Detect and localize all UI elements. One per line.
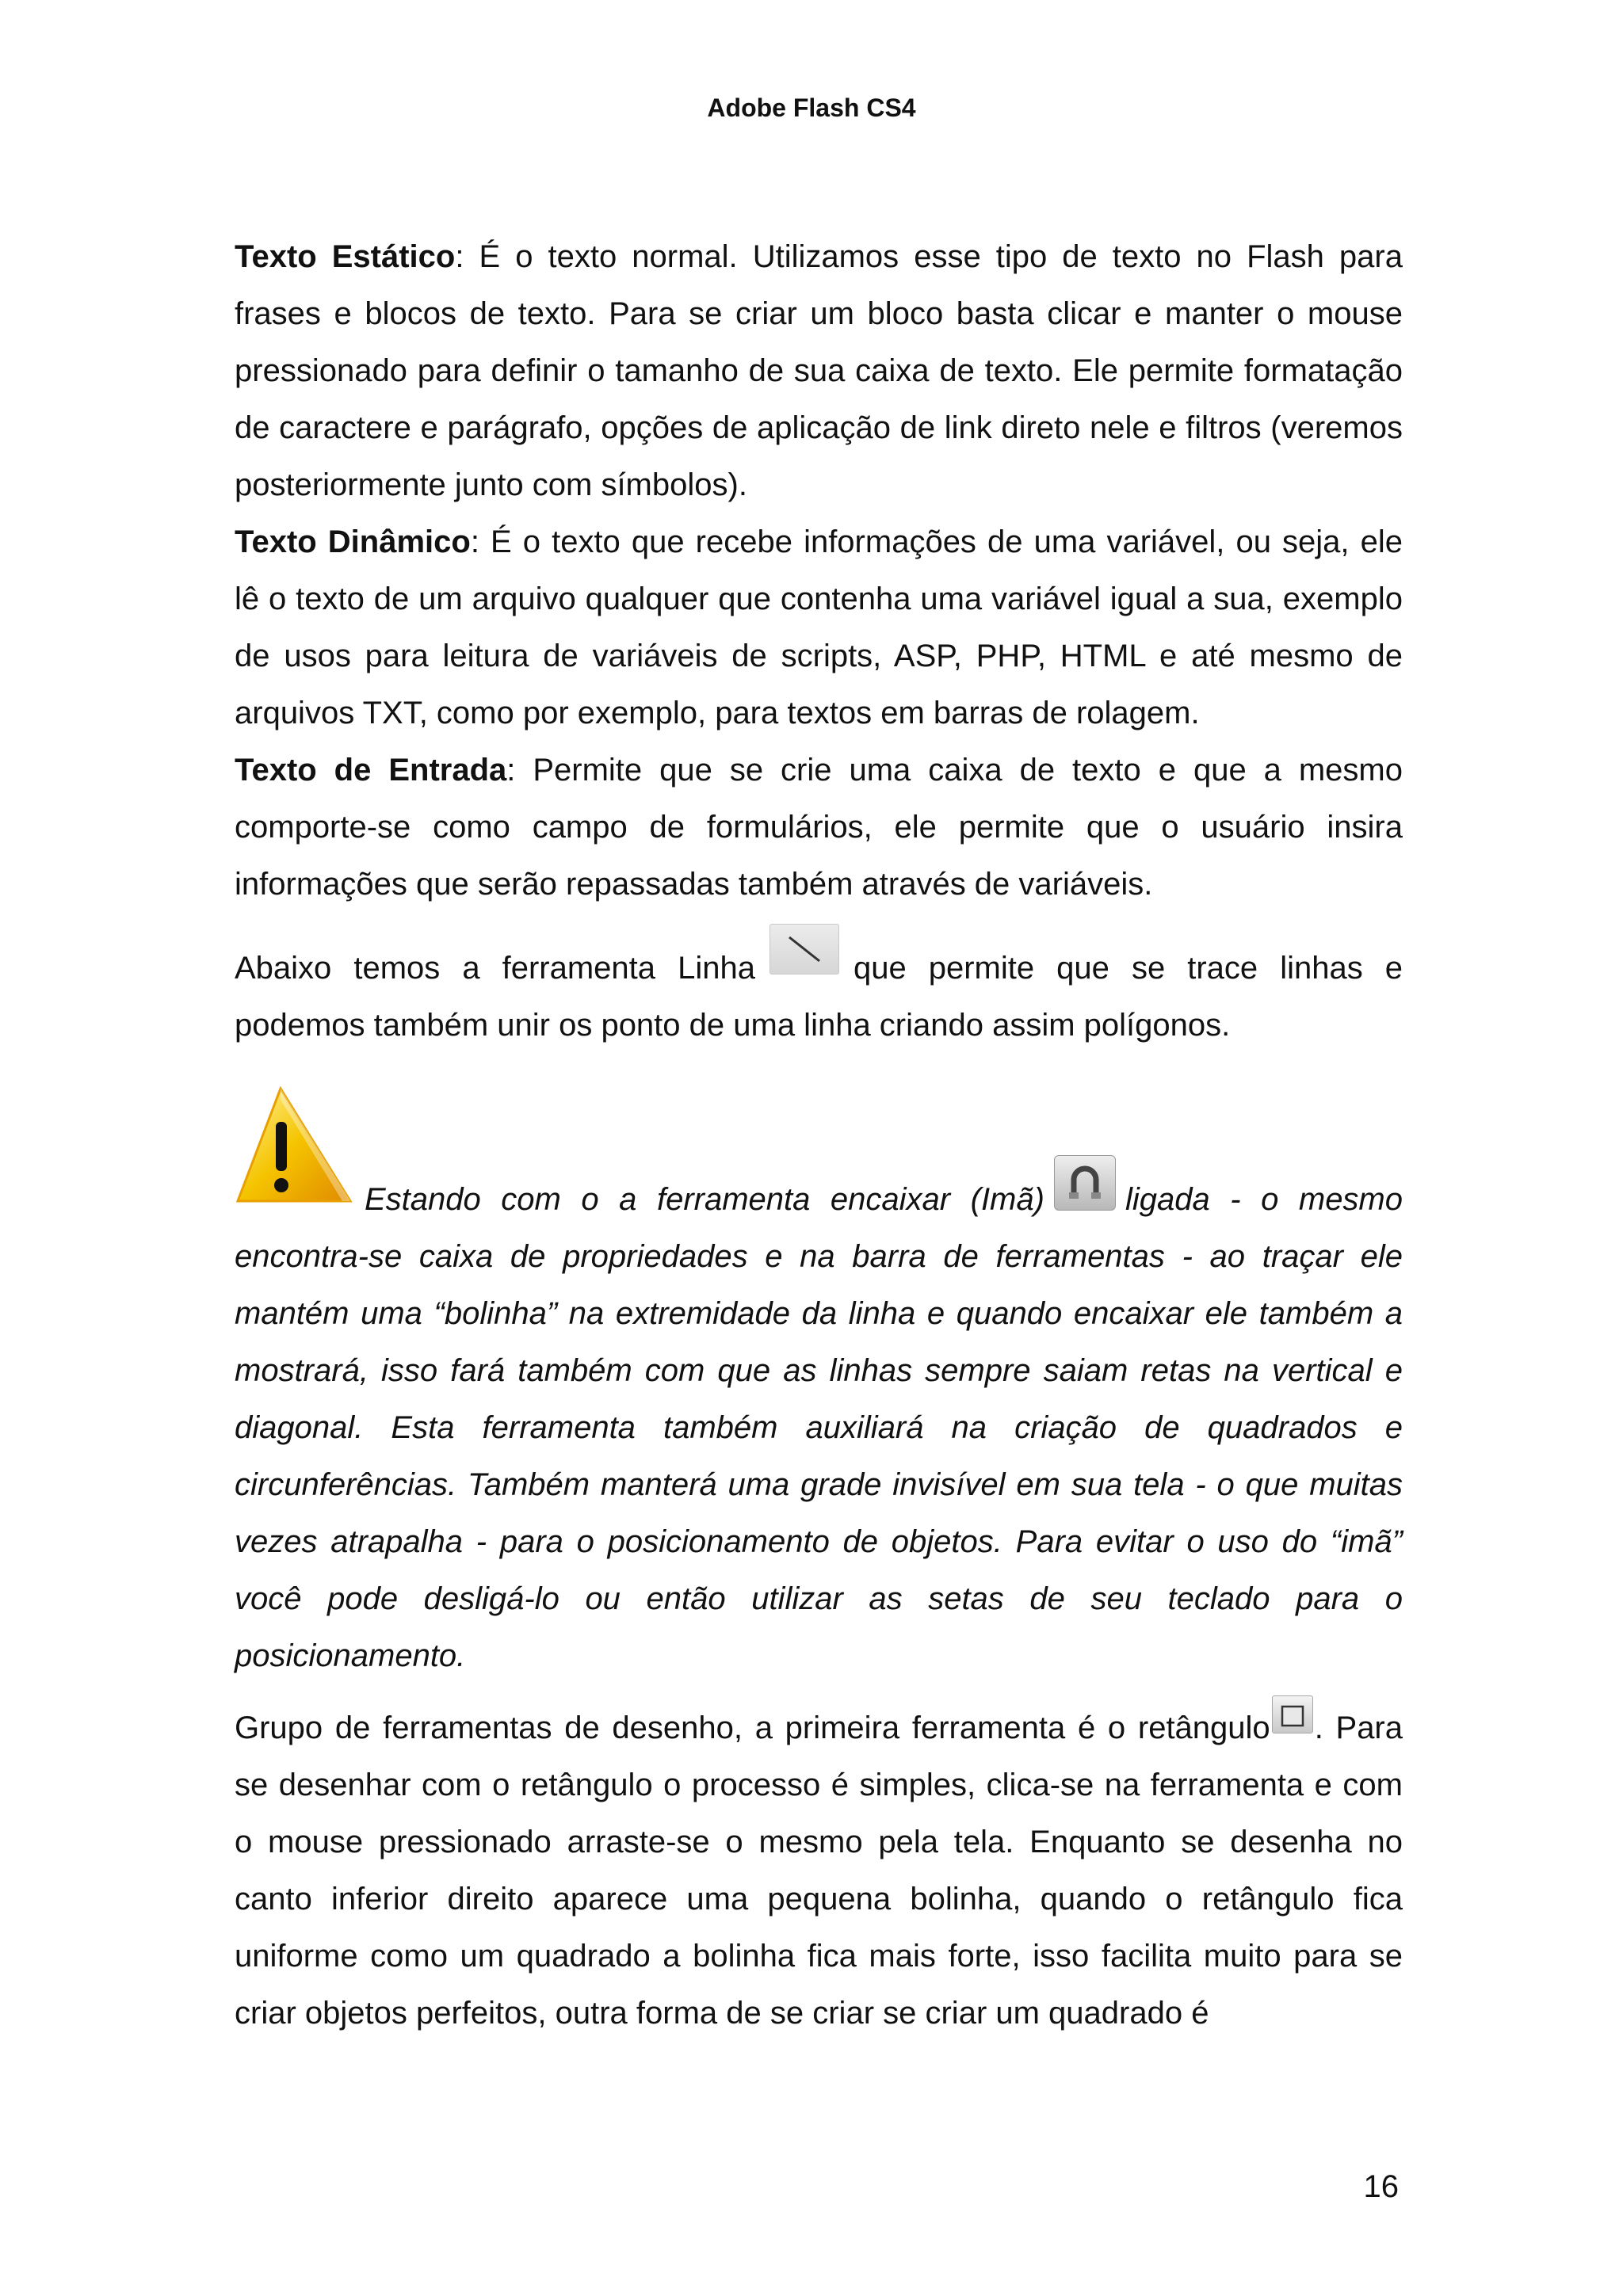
- term-input-text: Texto de Entrada: [235, 753, 507, 788]
- magnet-snap-icon: [1054, 1155, 1116, 1211]
- paragraph-line-tool: [235, 924, 1403, 1054]
- document-body: [235, 228, 1403, 2042]
- warning-spacer: [235, 1085, 1403, 1155]
- paragraph-warning-magnet: [235, 1085, 1403, 1684]
- paragraph-static-text: [235, 228, 1403, 513]
- line-tool-text-before: Abaixo temos a ferramenta Linha: [235, 951, 755, 986]
- dynamic-text-description: : É o texto que recebe informações de uma variável, ou seja, ele lê o texto de um arquivo qualquer que contenha uma variável igual a sua, exemplo de usos para leitura de variáveis de scripts, ASP, PHP, HTML e até mesmo de arquivos TXT, como por exemplo, para textos em barras de rolagem.: [235, 524, 1403, 730]
- paragraph-dynamic-text: [235, 513, 1403, 742]
- line-tool-icon: [769, 924, 839, 974]
- page-number: 16: [1363, 2169, 1399, 2204]
- warning-triangle-icon: [235, 1085, 353, 1206]
- page-header: Adobe Flash CS4: [707, 93, 916, 122]
- term-static-text: Texto Estático: [235, 239, 456, 274]
- paragraph-input-text: [235, 742, 1403, 913]
- input-text-description: : Permite que se crie uma caixa de texto e que a mesmo comporte-se como campo de formulários, ele permite que o usuário insira informações que serão repassadas também através de variáveis.: [235, 753, 1403, 902]
- rectangle-tool-icon: [1272, 1695, 1313, 1733]
- paragraph-rectangle-tool: [235, 1695, 1403, 2042]
- static-text-description: : É o texto normal. Utilizamos esse tipo de texto no Flash para frases e blocos de texto. Para se criar um bloco basta clicar e manter o mouse pressionado para definir o tamanho de sua caixa de texto. Ele permite formatação de caractere e parágrafo, opções de aplicação de link direto nele e filtros (veremos posteriormente junto com símbolos).: [235, 239, 1403, 502]
- warning-text-before: Estando com o a ferramenta encaixar (Imã): [365, 1182, 1044, 1217]
- warning-text-after: ligada - o mesmo encontra-se caixa de propriedades e na barra de ferramentas - ao traçar ele mantém uma “bolinha” na extremidade da linha e quando encaixar ele também a mostrará, isso fará também com que as linhas sempre saiam retas na vertical e diagonal. Esta ferramenta também auxiliará na criação de quadrados e circunferências. Também manterá uma grade invisível em sua tela - o que muitas vezes atrapalha - para o posicionamento de objetos. Para evitar o uso do “imã” você pode desligá-lo ou então utilizar as setas de seu teclado para o posicionamento.: [235, 1182, 1403, 1673]
- line-tool-text-after: que permite que se trace linhas e podemos também unir os ponto de uma linha criando assim polígonos.: [235, 951, 1403, 1043]
- rectangle-tool-text-before: Grupo de ferramentas de desenho, a primeira ferramenta é o retângulo: [235, 1711, 1270, 1745]
- rectangle-tool-text-after: . Para se desenhar com o retângulo o processo é simples, clica-se na ferramenta e com o mouse pressionado arraste-se o mesmo pela tela. Enquanto se desenha no canto inferior direito aparece uma pequena bolinha, quando o retângulo fica uniforme como um quadrado a bolinha fica mais forte, isso facilita muito para se criar objetos perfeitos, outra forma de se criar se criar um quadrado é: [235, 1711, 1403, 2031]
- term-dynamic-text: Texto Dinâmico: [235, 524, 471, 559]
